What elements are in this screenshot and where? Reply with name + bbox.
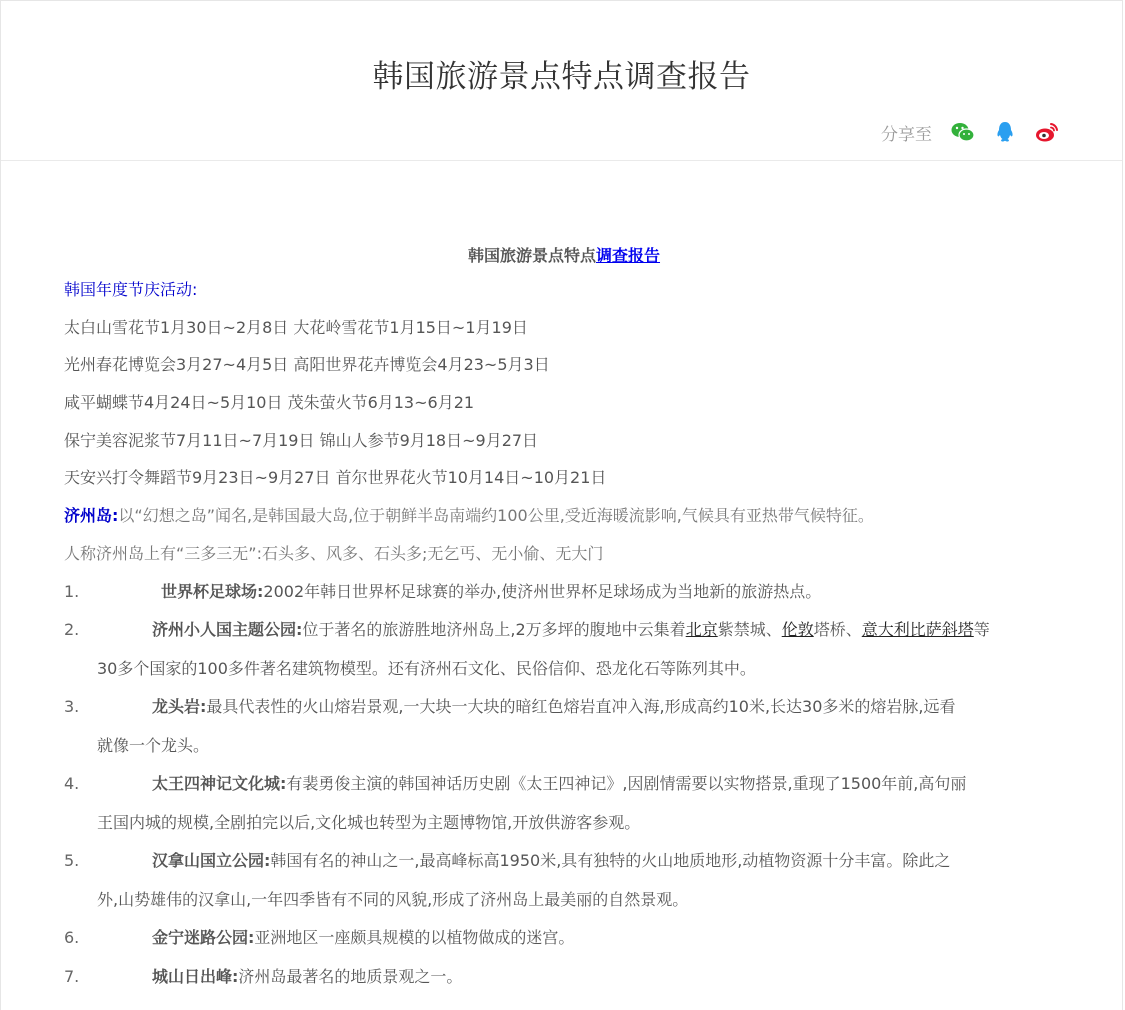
doc-title-prefix: 韩国旅游景点特点 — [467, 246, 596, 265]
list-number: 3. — [64, 697, 80, 716]
item-text: 等 — [973, 620, 990, 639]
jeju-text: 以“幻想之岛”闻名,是韩国最大岛,位于朝鲜半岛南端约100公里,受近海暖流影响,气候具有亚热带气候特征。 — [118, 506, 874, 526]
item-text: 2002年韩日世界杯足球赛的举办,使济州世界杯足球场成为当地新的旅游热点。 — [263, 581, 822, 601]
list-number: 5. — [64, 851, 80, 870]
list-number: 4. — [64, 774, 80, 793]
wechat-icon[interactable] — [950, 119, 976, 145]
item-text: 紫禁城、 — [717, 620, 782, 639]
item-text: 最具代表性的火山熔岩景观,一大块一大块的暗红色熔岩直冲入海,形成高约10米,长达30多米的熔岩脉,远看 — [206, 697, 956, 716]
item-text: 亚洲地区一座颇具规模的以植物做成的迷宫。 — [254, 928, 575, 947]
item-name: 济州小人国主题公园: — [152, 620, 303, 639]
weibo-icon[interactable] — [1034, 119, 1060, 145]
list-number: 6. — [64, 928, 80, 947]
list-item — [64, 611, 1064, 688]
item-name: 城山日出峰: — [152, 966, 239, 986]
list-item — [64, 765, 1064, 842]
list-number: 1. — [64, 581, 80, 601]
list-item — [64, 842, 1064, 919]
item-name: 金宁迷路公园: — [152, 928, 255, 947]
pisa-link[interactable]: 意大利比萨斜塔 — [861, 620, 974, 639]
list-number: 7. — [64, 966, 80, 986]
item-continuation: 外,山势雄伟的汉拿山,一年四季皆有不同的风貌,形成了济州岛上最美丽的自然景观。 — [97, 889, 689, 909]
qq-icon[interactable] — [992, 119, 1018, 145]
item-continuation: 就像一个龙头。 — [97, 735, 210, 755]
beijing-link[interactable]: 北京 — [685, 620, 718, 639]
item-name: 太王四神记文化城: — [152, 774, 287, 793]
list-number: 2. — [64, 620, 80, 639]
item-text: 韩国有名的神山之一,最高峰标高1950米,具有独特的火山地质地形,动植物资源十分丰富。除此之 — [270, 851, 951, 870]
item-text: 有裴勇俊主演的韩国神话历史剧《太王四神记》,因剧情需要以实物搭景,重现了1500年前,高句丽 — [286, 774, 967, 793]
jeju-intro — [64, 497, 1064, 535]
item-text: 塔桥、 — [813, 620, 862, 639]
item-continuation: 30多个国家的100多件著名建筑物模型。还有济州石文化、民俗信仰、恐龙化石等陈列其中。 — [97, 658, 756, 678]
festival-line: 太白山雪花节1月30日~2月8日 大花岭雪花节1月15日~1月19日 — [64, 317, 528, 337]
article-header — [1, 1, 1122, 161]
festival-line: 光州春花博览会3月27~4月5日 高阳世界花卉博览会4月23~5月3日 — [64, 355, 550, 375]
jeju-line-2: 人称济州岛上有“三多三无”:石头多、风多、石头多;无乞丐、无小偷、无大门 — [64, 543, 604, 563]
doc-title — [64, 241, 1064, 271]
festival-line: 咸平蝴蝶节4月24日~5月10日 茂朱萤火节6月13~6月21 — [64, 393, 475, 413]
item-text: 位于著名的旅游胜地济州岛上,2万多坪的腹地中云集着 — [302, 620, 686, 639]
item-name: 汉拿山国立公园: — [152, 851, 271, 870]
page-title: 韩国旅游景点特点调查报告 — [372, 59, 751, 95]
item-continuation: 王国内城的规模,全剧拍完以后,文化城也转型为主题博物馆,开放供游客参观。 — [97, 812, 641, 832]
doc-title-link[interactable]: 调查报告 — [596, 246, 661, 265]
festival-line: 保宁美容泥浆节7月11日~7月19日 锦山人参节9月18日~9月27日 — [64, 430, 539, 450]
item-name: 龙头岩: — [152, 697, 207, 716]
festival-line: 天安兴打令舞蹈节9月23日~9月27日 首尔世界花火节10月14日~10月21日 — [64, 468, 607, 488]
list-item — [64, 958, 1064, 997]
article-body — [64, 241, 1064, 996]
jeju-label: 济州岛: — [64, 506, 119, 526]
london-link[interactable]: 伦敦 — [781, 620, 814, 639]
list-item — [64, 919, 1064, 958]
festivals-heading: 韩国年度节庆活动: — [64, 280, 198, 299]
list-item — [64, 688, 1064, 765]
item-text: 济州岛最著名的地质景观之一。 — [238, 966, 463, 986]
list-item — [64, 573, 1064, 612]
share-label: 分享至 — [881, 124, 932, 145]
item-name: 世界杯足球场: — [161, 581, 264, 601]
share-bar — [881, 119, 1060, 145]
